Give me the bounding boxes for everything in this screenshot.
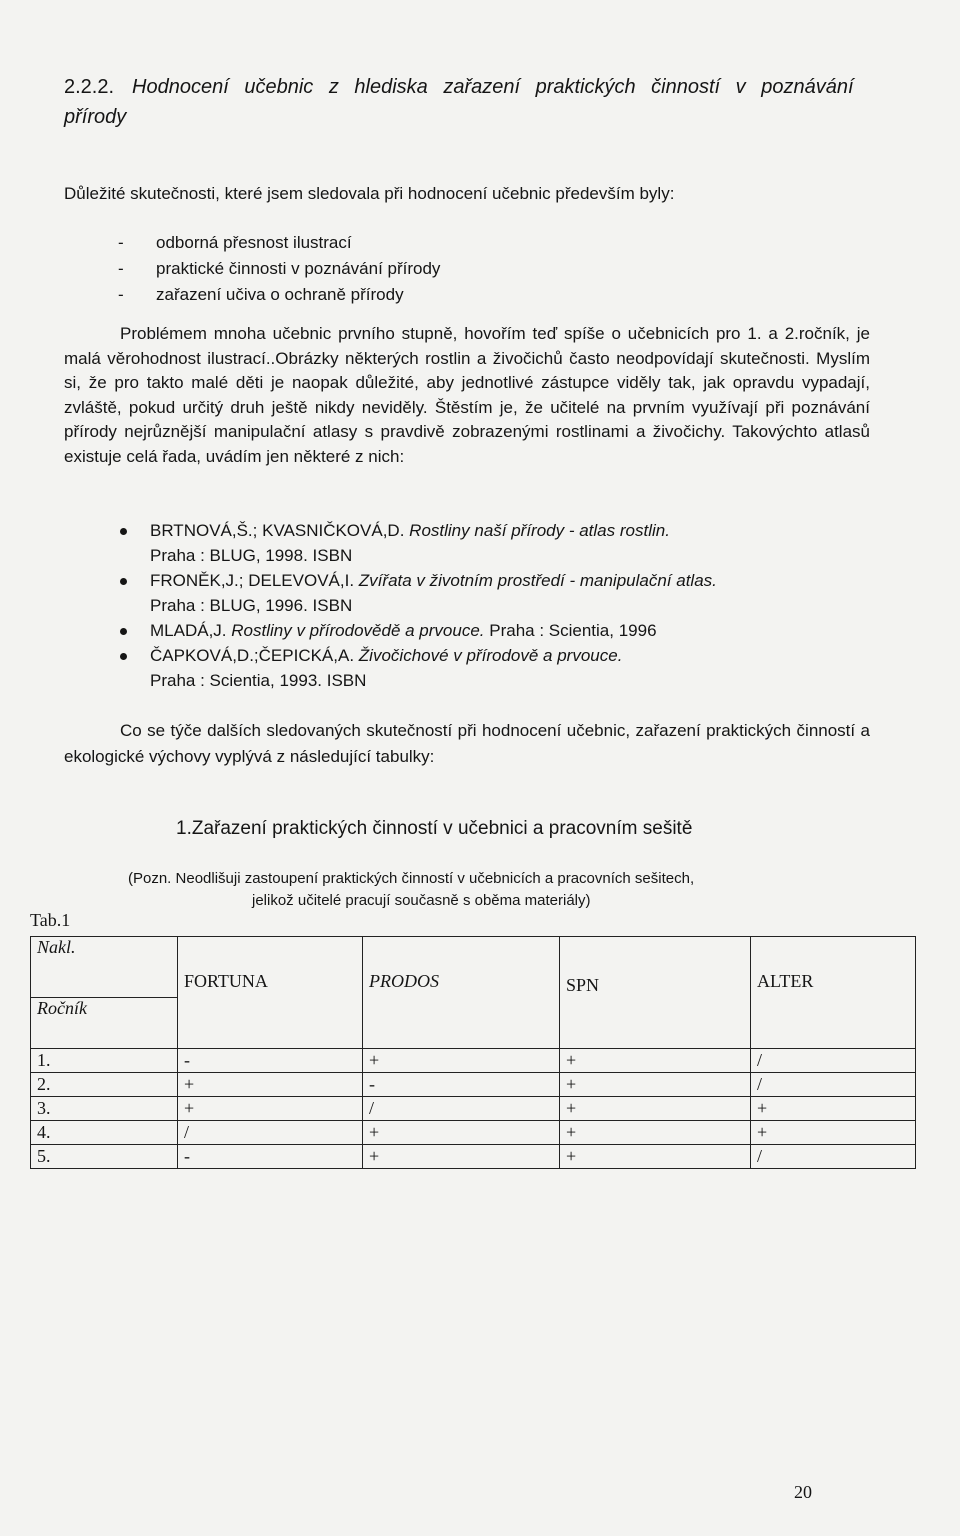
page-number: 20 — [794, 1482, 812, 1502]
table-note-line: (Pozn. Neodlišuji zastoupení praktických činností v učebnicích a pracovních sešitech, — [128, 870, 695, 887]
reference-publisher: Praha : Scientia, 1996 — [489, 621, 657, 640]
section-number: 2.2.2. — [64, 76, 115, 98]
header-grade-label: Ročník — [31, 998, 178, 1049]
table-cell: + — [178, 1073, 363, 1097]
reference-authors: BRTNOVÁ,Š.; KVASNIČKOVÁ,D. — [150, 521, 405, 540]
table-cell: / — [751, 1073, 916, 1097]
header-alter: ALTER — [751, 937, 916, 1049]
grade-cell: 2. — [31, 1073, 178, 1097]
reference-authors: MLADÁ,J. — [150, 621, 227, 640]
grade-cell: 1. — [31, 1049, 178, 1073]
criteria-list — [118, 230, 818, 308]
reference-title: Rostliny v přírodovědě a prvouce. — [231, 621, 485, 640]
header-fortuna: FORTUNA — [178, 937, 363, 1049]
table-cell: + — [751, 1121, 916, 1145]
paragraph-illustrations: Problémem mnoha učebnic prvního stupně, hovořím teď spíše o učebnicích pro 1. a 2.ročník, je malá věrohodnost ilustrací..Obrázky některých rostlin a živočichů často neodpovídají skutečnosti. Myslím si, že pro takto malé děti je naopak důležité, aby jednotlivé zástupce viděly tak, jak opravdu vypadají, zvláště, pokud určitý druh ještě nikdy neviděly. Štěstím je, že učitelé na prvním využívají při poznávání přírody nejrůznější manipulační atlasy s pravdivě zobrazenými rostlinami a živočichy. Takovýchto atlasů existuje celá řada, uvádím jen některé z nich: — [64, 324, 870, 466]
header-spn: SPN — [560, 937, 751, 1049]
header-prodos: PRODOS — [363, 937, 560, 1049]
grade-cell: 3. — [31, 1097, 178, 1121]
atlas-reference-list — [116, 518, 870, 693]
reference-title: Živočichové v přírodově a prvouce. — [358, 646, 623, 665]
criteria-item: - odborná přesnost ilustrací — [118, 230, 818, 256]
table-cell: + — [751, 1097, 916, 1121]
reference-item — [116, 618, 870, 643]
table-cell: + — [560, 1073, 751, 1097]
table-cell: / — [751, 1145, 916, 1169]
reference-item — [116, 568, 870, 618]
table-note — [128, 868, 870, 912]
reference-title: Zvířata v životním prostředí - manipulační atlas. — [358, 571, 717, 590]
reference-publisher: Praha : BLUG, 1998. ISBN — [150, 546, 353, 565]
table-cell: - — [178, 1145, 363, 1169]
reference-publisher: Praha : Scientia, 1993. ISBN — [150, 671, 367, 690]
table-cell: + — [560, 1121, 751, 1145]
table-cell: / — [363, 1097, 560, 1121]
table-row — [31, 1097, 916, 1121]
paragraph-table-intro: Co se týče dalších sledovaných skutečností při hodnocení učebnic, zařazení praktických činností a ekologické výchovy vyplývá z následující tabulky: — [64, 721, 870, 766]
table-cell: / — [178, 1121, 363, 1145]
intro-text: Důležité skutečnosti, které jsem sledovala při hodnocení učebnic především byly: — [64, 184, 675, 203]
table-cell: / — [751, 1049, 916, 1073]
header-publisher-label: Nakl. — [31, 937, 178, 998]
reference-item — [116, 643, 870, 693]
table-cell: + — [363, 1145, 560, 1169]
table-cell: - — [363, 1073, 560, 1097]
reference-title: Rostliny naší přírody - atlas rostlin. — [409, 521, 670, 540]
table-title: 1.Zařazení praktických činností v učebnici a pracovním sešitě — [176, 818, 693, 839]
table-cell: - — [178, 1049, 363, 1073]
table-cell: + — [560, 1097, 751, 1121]
table-cell: + — [178, 1097, 363, 1121]
section-title: Hodnocení učebnic z hlediska zařazení praktických činností v poznávání přírody — [64, 76, 854, 128]
table-note-line: jelikož učitelé pracují současně s oběma materiály) — [252, 892, 591, 909]
table-row — [31, 1049, 916, 1073]
reference-authors: ČAPKOVÁ,D.;ČEPICKÁ,A. — [150, 646, 355, 665]
reference-publisher: Praha : BLUG, 1996. ISBN — [150, 596, 353, 615]
table-row — [31, 1145, 916, 1169]
table-row — [31, 1121, 916, 1145]
table-cell: + — [560, 1049, 751, 1073]
table-cell: + — [363, 1121, 560, 1145]
section-heading — [64, 72, 884, 132]
practical-activities-table — [30, 936, 916, 1169]
criteria-item: - praktické činnosti v poznávání přírody — [118, 256, 818, 282]
reference-authors: FRONĚK,J.; DELEVOVÁ,I. — [150, 571, 355, 590]
table-cell: + — [363, 1049, 560, 1073]
table-row — [31, 1073, 916, 1097]
grade-cell: 4. — [31, 1121, 178, 1145]
reference-item — [116, 518, 870, 568]
table-cell: + — [560, 1145, 751, 1169]
grade-cell: 5. — [31, 1145, 178, 1169]
table-label: Tab.1 — [30, 910, 71, 930]
criteria-item: - zařazení učiva o ochraně přírody — [118, 282, 818, 308]
table-header-row — [31, 937, 916, 998]
